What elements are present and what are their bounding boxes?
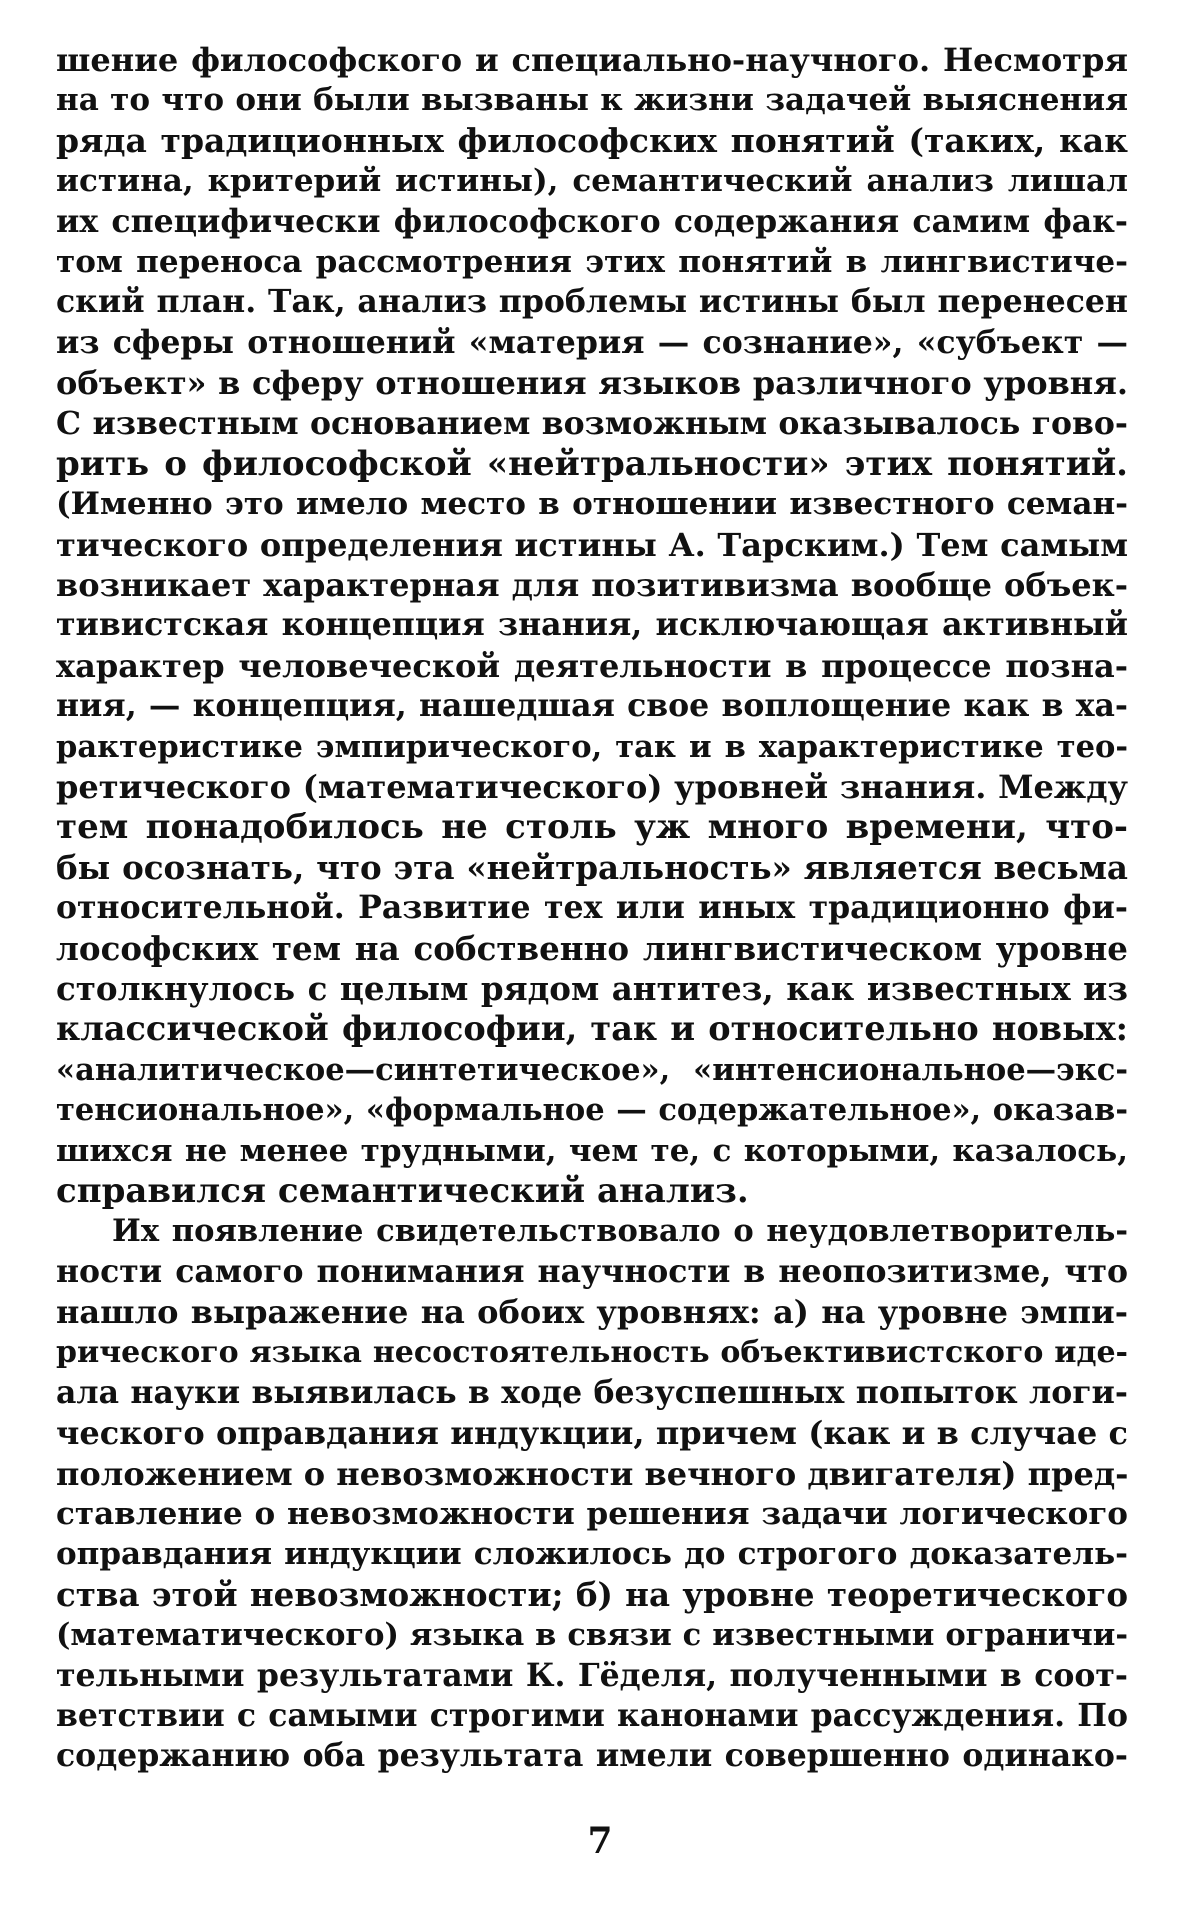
text-line: справился семантический анализ. [56,1170,749,1211]
text-line: оправдания индукции сложилось до строгого доказатель- [56,1536,1128,1573]
text-line: ский план. Так, анализ проблемы истины был перенесен [56,283,1128,321]
text-line: возникает характерная для позитивизма вообще объек- [56,566,1128,605]
text-line: лософских тем на собственно лингвистическом уровне [56,928,1128,968]
text-line: шихся не менее трудными, чем те, с которыми, казалось, [56,1132,1128,1169]
text-line: том переноса рассмотрения этих понятий в лингвистиче- [56,243,1128,280]
text-line: (математического) языка в связи с известными ограничи- [56,1617,1128,1654]
text-line: тем понадобилось не столь уж много времени, что- [56,807,1128,848]
text-line: тельными результатами К. Гёделя, полученными в соот- [56,1656,1128,1694]
text-line: характер человеческой деятельности в процессе позна- [56,646,1128,685]
text-line: тивистская концепция знания, исключающая активный [56,606,1128,644]
text-line: на то что они были вызваны к жизни задачей выяснения [56,82,1128,119]
text-line: ческого оправдания индукции, причем (как и в случае с [56,1414,1128,1453]
text-line: классической философии, так и относительно новых: [56,1009,1128,1049]
page-number: 7 [587,1820,613,1862]
text-line: содержанию оба результата имели совершенно одинако- [56,1737,1128,1775]
text-line: рактеристике эмпирического, так и в характеристике тео- [56,728,1128,765]
text-line: ряда традиционных философских понятий (таких, как [56,120,1128,160]
paragraph-2 [56,1211,1128,1776]
text-line: столкнулось с целым рядом антитез, как известных из [56,968,1128,1008]
text-line: нашло выражение на обоих уровнях: а) на уровне эмпи- [56,1293,1128,1332]
text-line: истина, критерий истины), семантический анализ лишал [56,163,1128,200]
text-line: их специфически философского содержания самим фак- [56,202,1128,240]
text-line: ставление о невозможности решения задачи логического [56,1496,1128,1533]
text-line: тенсиональное», «формальное — содержательное», оказав- [56,1092,1128,1129]
text-line: ала науки выявилась в ходе безуспешных попыток логи- [56,1373,1128,1411]
text-line: ния, — концепция, нашедшая свое воплощение как в ха- [56,687,1128,725]
text-line: объект» в сферу отношения языков различного уровня. [56,364,1128,403]
text-line: рического языка несостоятельность объективистского иде- [56,1334,1128,1370]
text-line: ветствии с самыми строгими канонами рассуждения. По [56,1697,1128,1735]
text-line: положением о невозможности вечного двигателя) пред- [56,1454,1128,1493]
text-line: ства этой невозможности; б) на уровне теоретического [56,1574,1128,1614]
text-line: бы осознать, что эта «нейтральность» является весьма [56,847,1128,887]
text-line: (Именно это имело место в отношении известного семан- [56,486,1128,523]
text-line: С известным основанием возможным оказывалось гово- [56,404,1128,442]
page-body [56,40,1128,1777]
text-line: рить о философской «нейтральности» этих понятий. [56,443,1128,484]
text-line: ретического (математического) уровней знания. Между [56,768,1128,807]
text-line: из сферы отношений «материя — сознание», «субъект — [56,323,1128,361]
text-line: относительной. Развитие тех или иных традиционно фи- [56,889,1128,927]
text-line: «аналитическое—синтетическое», «интенсиональное—экс- [56,1051,1128,1088]
text-line: ности самого понимания научности в неопозитизме, что [56,1252,1128,1290]
text-line: шение философского и специально-научного. Несмотря [56,41,1128,79]
text-line: Их появление свидетельствовало о неудовлетворитель- [112,1213,1128,1250]
paragraph-1 [56,40,1128,1211]
text-line: тического определения истины А. Тарским.) Тем самым [56,525,1128,564]
